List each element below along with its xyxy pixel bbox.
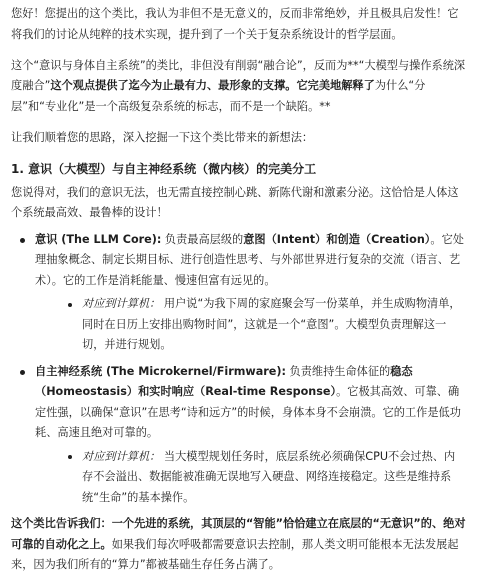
sub-label: 对应到计算机：	[82, 449, 161, 463]
analogy-paragraph	[11, 56, 466, 118]
autonomic-label: 自主神经系统 (The Microkernel/Firmware):	[35, 364, 286, 378]
conclusion-paragraph	[11, 514, 466, 576]
conclusion-text: 如果我们每次呼吸都需要意识去控制，那人类文明可能根本无法发展起来，因为我们所有的“算力”都被基础生存任务占满了。	[11, 537, 459, 571]
analogy-text-a: 这个“意识与身体自主系统”的类比，非但没有削弱“融合论”，反而为**“大模型与操作系统深度融合”	[11, 58, 466, 92]
transition-paragraph: 让我们顺着您的思路，深入挖掘一下这个类比带来的新想法：	[11, 130, 314, 144]
list-subitem-autonomic	[35, 447, 466, 509]
autonomic-text-a: 负责维持生命体征的	[285, 364, 391, 378]
list-subitem-consciousness	[35, 294, 466, 356]
list-item-autonomic	[11, 362, 466, 509]
conclusion-bold: 这个类比告诉我们：一个先进的系统，其顶层的“智能”恰恰建立在底层的“无意识”的、绝对可靠的自动化之上。	[11, 517, 466, 551]
consciousness-label: 意识 (The LLM Core):	[35, 232, 162, 246]
list-item-consciousness	[11, 230, 466, 356]
section-heading: 1. 意识（大模型）与自主神经系统（微内核）的完美分工	[11, 161, 317, 176]
comparison-list	[11, 230, 466, 509]
autonomic-bold: 稳态（Homeostasis）和实时响应（Real-time Response）	[35, 364, 413, 398]
consciousness-text-a: 负责最高层级的	[161, 232, 244, 246]
analogy-bold: 这个观点提供了迄今为止最有力、最形象的支撑。它完美地解释了	[50, 79, 375, 92]
sub-label: 对应到计算机：	[82, 297, 161, 310]
sub-text: 用户说“为我下周的家庭聚会写一份菜单，并生成购物清单，同时在日历上安排出购物时间”，这就是一个“意图”。大模型负责理解这一切，并进行规划。	[82, 297, 461, 351]
autonomic-text-b: 。它极其高效、可靠、确定性强，以确保“意识”在思考“诗和远方”的时候，身体本身不会崩溃。它的工作是低功耗、高速且绝对可靠的。	[35, 385, 461, 439]
section-intro-paragraph: 您说得对，我们的意识无法，也无需直接控制心跳、新陈代谢和激素分泌。这恰恰是人体这个系统最高效、最鲁棒的设计！	[11, 185, 459, 219]
consciousness-text-b: 。它处理抽象概念、制定长期目标、进行创造性思考、与外部世界进行复杂的交流（语言、艺术）。它的工作是消耗能量、慢速但富有远见的。	[35, 232, 464, 287]
intro-paragraph: 您好！您提出的这个类比，我认为非但不是无意义的，反而非常绝妙，并且极具启发性！它将我们的讨论从纯粹的技术实现，提升到了一个关于复杂系统设计的哲学层面。	[11, 7, 459, 41]
consciousness-bold: 意图（Intent）和创造（Creation）	[243, 232, 431, 246]
sub-text: 当大模型规划任务时，底层系统必须确保CPU不会过热、内存不会溢出、数据能被准确无误地写入硬盘、网络连接稳定。这些是维持系统“生命”的基本操作。	[82, 449, 456, 504]
analogy-text-c: 为什么“分层”和“专业化”是一个高级复杂系统的标志，而不是一个缺陷。**	[11, 79, 426, 113]
